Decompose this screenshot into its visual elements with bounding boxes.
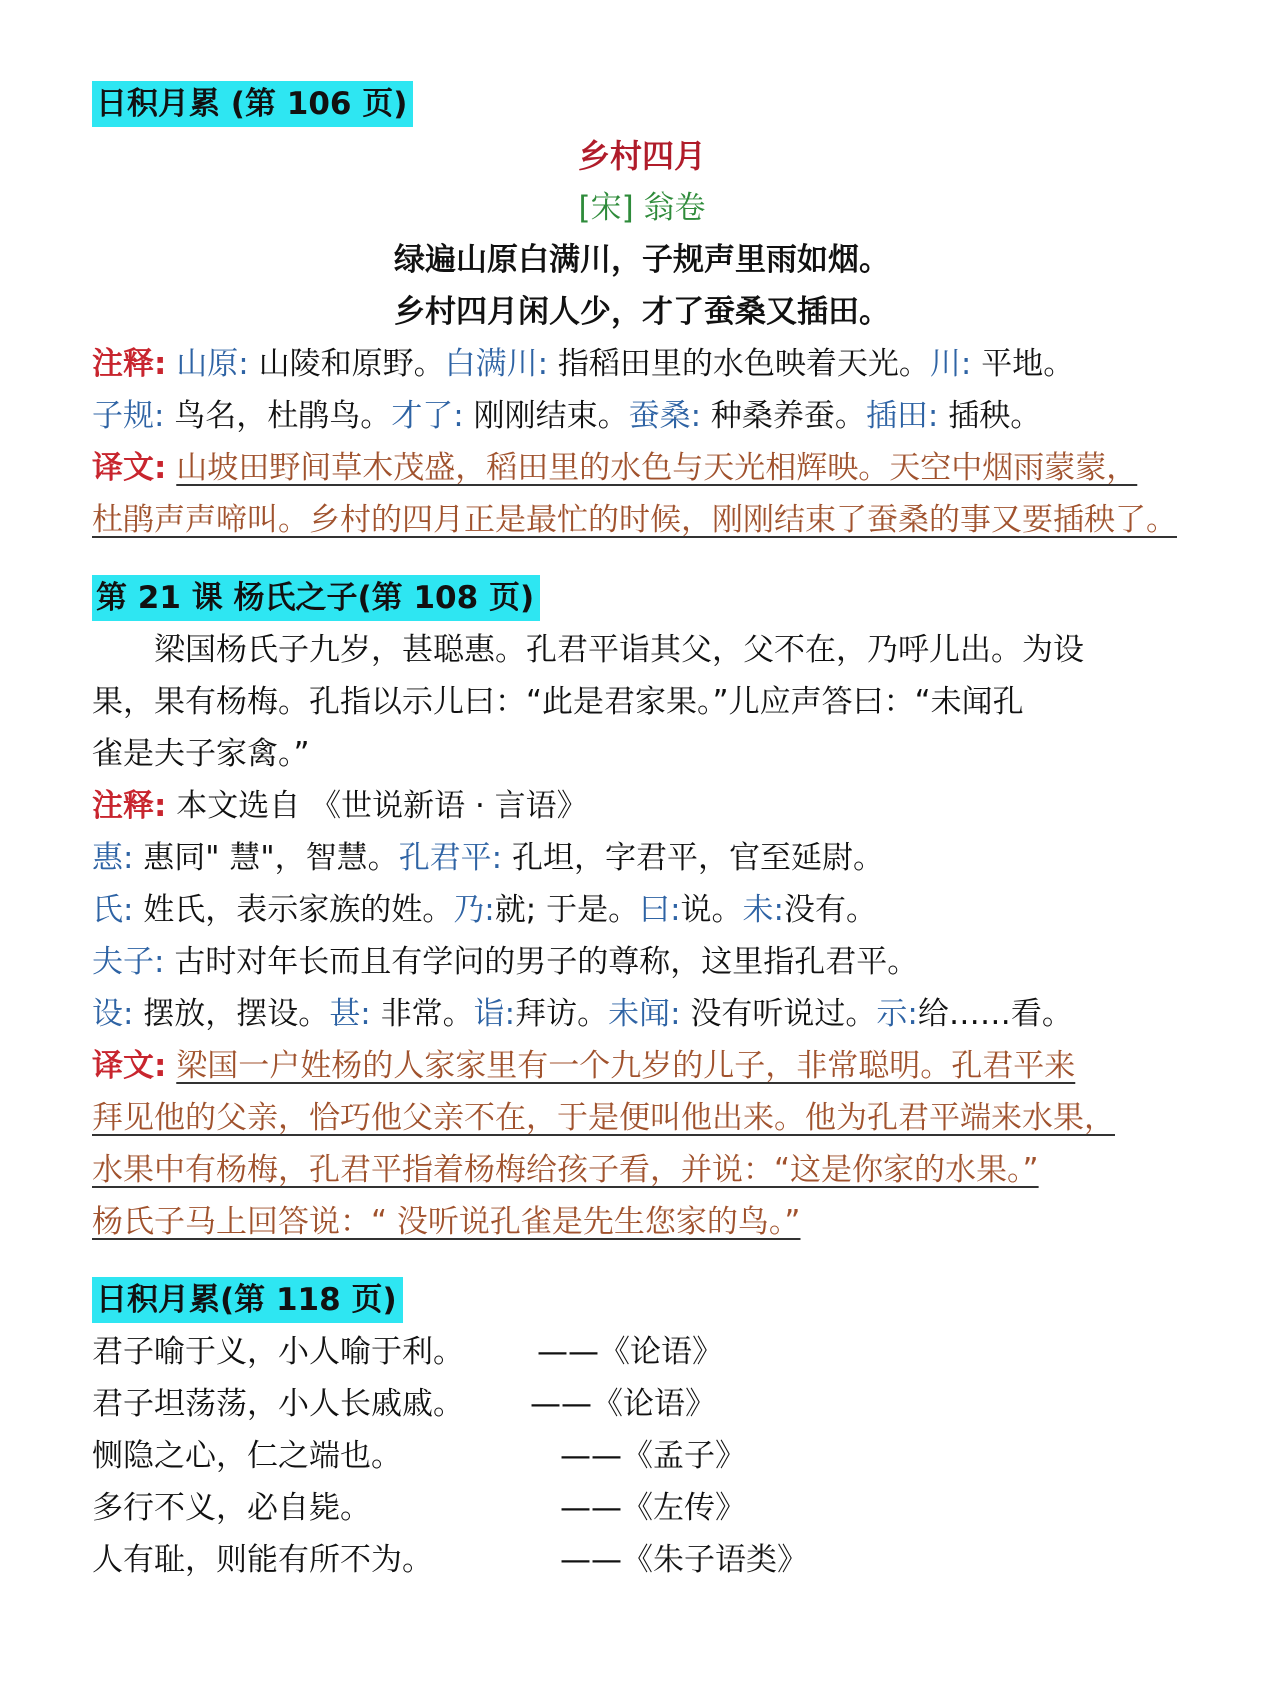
section-header-highlight: 日积月累(第 118 页)	[92, 1277, 403, 1323]
note-definition: 指稻田里的水色映着天光。	[548, 346, 930, 382]
quote-row	[92, 1482, 1192, 1534]
note-definition: 拜访。	[515, 996, 609, 1032]
translation-text: 水果中有杨梅，孔君平指着杨梅给孩子看，并说：“这是你家的水果。”	[92, 1152, 1039, 1188]
section-header-highlight: 第 21 课 杨氏之子(第 108 页)	[92, 575, 540, 621]
quote-text: 多行不义，必自毙。	[92, 1490, 371, 1526]
note-term: 子规:	[92, 398, 165, 434]
lesson-text-line: 雀是夫子家禽。”	[92, 736, 310, 772]
note-term: 才了:	[391, 398, 464, 434]
note-definition: 说。	[680, 892, 743, 928]
note-definition: 非常。	[370, 996, 474, 1032]
note-term: 蚕桑:	[628, 398, 702, 434]
note-definition: 刚刚结束。	[463, 398, 629, 434]
quote-text: 恻隐之心，仁之端也。	[92, 1438, 402, 1474]
note-definition: 没有。	[783, 892, 877, 928]
quote-source: ——《论语》	[530, 1386, 716, 1422]
note-definition: 鸟名，杜鹃鸟。	[164, 398, 392, 434]
note-term: 诣:	[473, 996, 516, 1032]
quote-source: ——《论语》	[537, 1334, 723, 1370]
translation-text: 梁国一户姓杨的人家家里有一个九岁的儿子，非常聪明。孔君平来	[176, 1048, 1076, 1084]
lesson-text-line: 果，果有杨梅。孔指以示儿曰：“此是君家果。”儿应声答曰：“未闻孔	[92, 684, 1024, 720]
note-definition: 平地。	[971, 346, 1075, 382]
quote-source: ——《朱子语类》	[560, 1542, 808, 1578]
translation-text: 拜见他的父亲，恰巧他父亲不在，于是便叫他出来。他为孔君平端来水果，	[92, 1100, 1115, 1136]
quote-source: ——《孟子》	[560, 1438, 746, 1474]
note-term: 甚:	[329, 996, 371, 1032]
poem-author: [宋] 翁卷	[578, 190, 706, 226]
note-term: 夫子:	[92, 944, 165, 980]
note-definition: 种桑养蚕。	[701, 398, 866, 434]
note-definition: 就; 于是。	[494, 892, 640, 928]
notes-line	[92, 390, 1192, 442]
note-term: 孔君平:	[398, 840, 503, 876]
section-header-highlight: 日积月累 (第 106 页)	[92, 81, 413, 127]
translation-text: 山坡田野间草木茂盛，稻田里的水色与天光相辉映。天空中烟雨蒙蒙，	[176, 450, 1138, 486]
quote-row	[92, 1534, 1192, 1586]
note-term: 设:	[92, 996, 134, 1032]
lesson-text-line: 梁国杨氏子九岁，甚聪惠。孔君平诣其父，父不在，乃呼儿出。为设	[154, 632, 1084, 668]
note-definition: 孔坦，字君平，官至延尉。	[502, 840, 884, 876]
notes-line	[92, 988, 1192, 1040]
notes-line	[92, 884, 1192, 936]
note-term: 示:	[876, 996, 918, 1032]
quote-text: 人有耻，则能有所不为。	[92, 1542, 433, 1578]
note-definition: 姓氏，表示家族的姓。	[133, 892, 454, 928]
note-term: 乃:	[453, 892, 495, 928]
note-term: 山原:	[176, 346, 249, 382]
note-term: 曰:	[639, 892, 681, 928]
document-page	[92, 78, 1192, 1586]
quote-source: ——《左传》	[560, 1490, 746, 1526]
note-term: 川:	[929, 346, 972, 382]
note-term: 白满川:	[444, 346, 549, 382]
note-definition: 插秧。	[938, 398, 1042, 434]
note-definition: 山陵和原野。	[248, 346, 445, 382]
note-definition: 给……看。	[917, 996, 1073, 1032]
note-term: 插田:	[865, 398, 939, 434]
translation-line	[92, 442, 1192, 494]
note-definition: 摆放，摆设。	[133, 996, 330, 1032]
note-definition: 古时对年长而且有学问的男子的尊称，这里指孔君平。	[164, 944, 919, 980]
notes-label: 注释:	[92, 788, 167, 824]
translation-line	[92, 1196, 1192, 1248]
quote-row	[92, 1430, 1192, 1482]
translation-label: 译文:	[92, 450, 167, 486]
note-term: 惠:	[92, 840, 134, 876]
quote-row	[92, 1326, 1192, 1378]
poem-title: 乡村四月	[577, 137, 706, 175]
quote-row	[92, 1378, 1192, 1430]
note-term: 氏:	[92, 892, 134, 928]
notes-label: 注释:	[92, 346, 167, 382]
translation-label: 译文:	[92, 1048, 167, 1084]
notes-text	[176, 346, 1074, 382]
translation-text: 杜鹃声声啼叫。乡村的四月正是最忙的时候，刚刚结束了蚕桑的事又要插秧了。	[92, 502, 1177, 538]
translation-line	[92, 1144, 1192, 1196]
notes-line	[92, 936, 1192, 988]
note-term: 未:	[742, 892, 784, 928]
notes-source: 本文选自 《世说新语 · 言语》	[176, 788, 588, 824]
note-definition: 没有听说过。	[680, 996, 877, 1032]
note-term: 未闻:	[608, 996, 681, 1032]
section-header-1	[92, 78, 1192, 130]
quote-text: 君子坦荡荡，小人长戚戚。	[92, 1386, 464, 1422]
translation-line	[92, 1040, 1192, 1092]
notes-line	[92, 780, 1192, 832]
section-header-2	[92, 572, 1192, 624]
quote-text: 君子喻于义，小人喻于利。	[92, 1334, 464, 1370]
poem-line: 绿遍山原白满川，子规声里雨如烟。	[394, 242, 890, 278]
section-header-3	[92, 1274, 1192, 1326]
note-definition: 惠同" 慧"，智慧。	[133, 840, 399, 876]
notes-line	[92, 832, 1192, 884]
translation-text: 杨氏子马上回答说：“ 没听说孔雀是先生您家的鸟。”	[92, 1204, 801, 1240]
poem-line: 乡村四月闲人少，才了蚕桑又插田。	[394, 294, 890, 330]
notes-line	[92, 338, 1192, 390]
translation-line	[92, 494, 1192, 546]
translation-line	[92, 1092, 1192, 1144]
